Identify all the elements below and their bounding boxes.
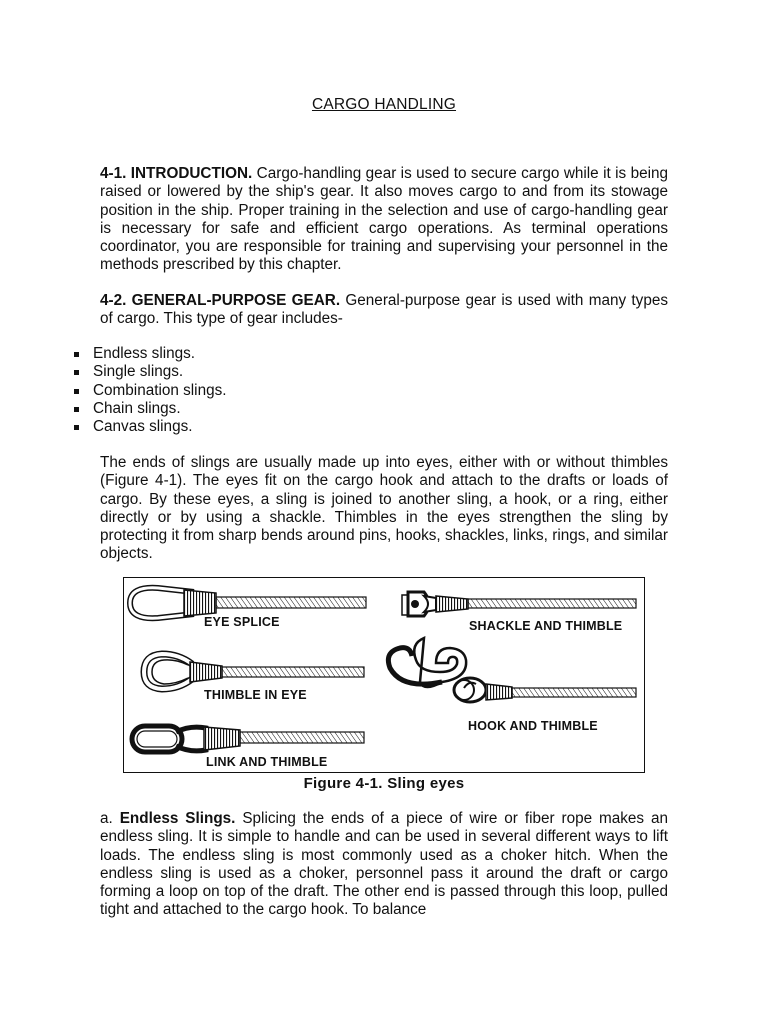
intro-heading: 4-1. INTRODUCTION. [100, 165, 253, 182]
endless-heading: Endless Slings. [119, 810, 236, 827]
link-and-thimble-label: LINK AND THIMBLE [206, 755, 328, 769]
general-paragraph [100, 292, 668, 329]
sling-eyes-illustration [124, 578, 646, 774]
list-item: Chain slings. [74, 400, 227, 418]
endless-prefix: a. [100, 810, 120, 827]
list-item: Endless slings. [74, 345, 227, 363]
figure-caption: Figure 4-1. Sling eyes [303, 775, 465, 792]
sling-eyes-figure [123, 577, 645, 773]
intro-paragraph [100, 165, 668, 275]
eye-splice-drawing [130, 588, 366, 618]
list-item: Canvas slings. [74, 418, 227, 436]
shackle-and-thimble-label: SHACKLE AND THIMBLE [469, 619, 623, 633]
thimble-in-eye-drawing [144, 654, 364, 689]
general-text: General-purpose gear is used with many types of cargo. This type of gear includes- [100, 292, 668, 328]
eye-splice-label: EYE SPLICE [204, 615, 280, 629]
link-and-thimble-drawing [132, 726, 364, 752]
list-item: Single slings. [74, 363, 227, 381]
endless-text: Splicing the ends of a piece of wire or fiber rope makes an endless sling. It is simple to handle and can be used in several different ways to lift loads. The endless sling is most commonly used as a choker hitch. When the endless sling is used as a choker, personnel pass it around the draft or cargo forming a loop on top of the draft. The other end is passed through this loop, pulled tight and attached to the cargo hook. To balance [100, 810, 669, 919]
list-item: Combination slings. [74, 382, 227, 400]
page-title: CARGO HANDLING [311, 96, 457, 113]
hook-and-thimble-label: HOOK AND THIMBLE [468, 719, 598, 733]
eyes-paragraph: The ends of slings are usually made up into eyes, either with or without thimbles (Figure 4-1). The eyes fit on the cargo hook and attach to the drafts or loads of cargo. By these eyes, a sling is joined to another sling, a hook, or a ring, either directly or by using a shackle. Thimbles in the eyes strengthen the sling by protecting it from sharp bends around pins, hooks, shackles, links, rings, and similar objects. [100, 454, 668, 563]
endless-slings-paragraph [100, 810, 668, 920]
general-heading: 4-2. GENERAL-PURPOSE GEAR. [100, 292, 341, 309]
intro-text: Cargo-handling gear is used to secure cargo while it is being raised or lowered by the ship's gear. It also moves cargo to and from its stowage position in the ship. Proper training in the selection and use of cargo-handling gear is necessary for safe and efficient cargo operations. As terminal operations coordinator, you are responsible for training and supervising your personnel in the methods prescribed by this chapter. [100, 165, 668, 274]
shackle-and-thimble-drawing [402, 592, 636, 616]
hook-and-thimble-drawing [388, 638, 636, 702]
thimble-in-eye-label: THIMBLE IN EYE [204, 688, 307, 702]
gear-list [74, 345, 227, 436]
